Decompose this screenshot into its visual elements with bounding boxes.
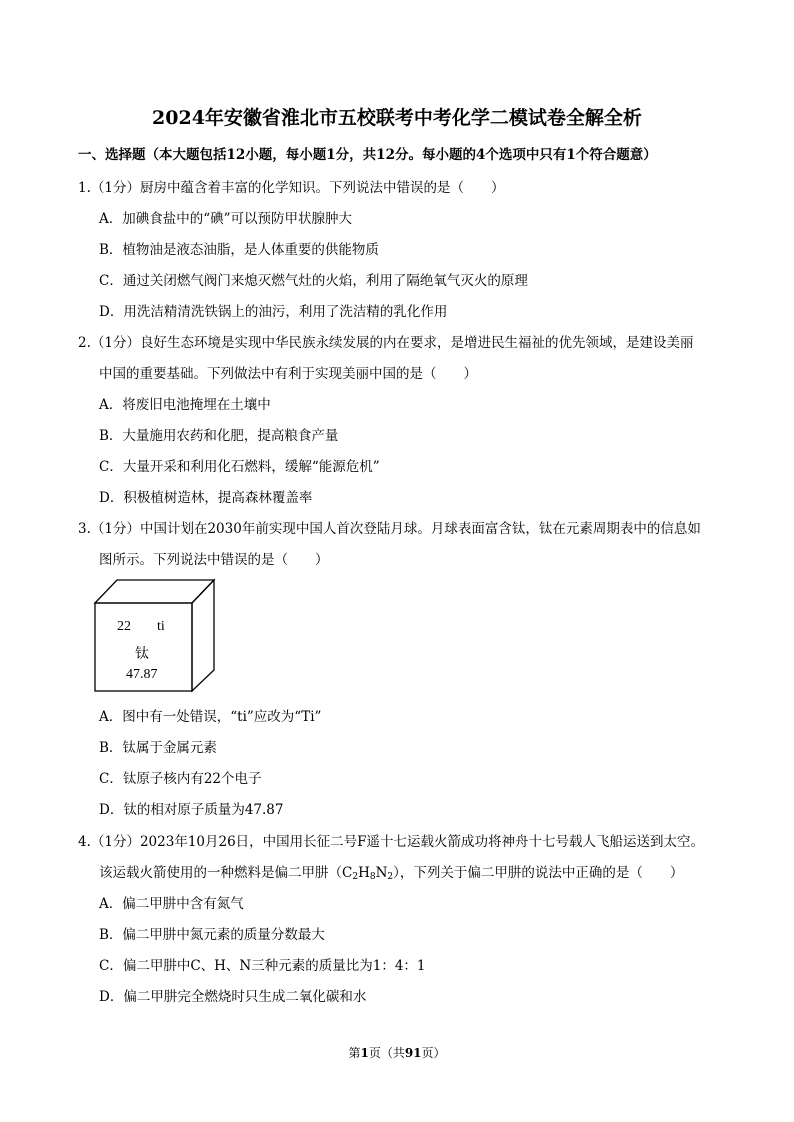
page-footer	[0, 1044, 794, 1061]
footer-total-pages: 91	[404, 1046, 422, 1060]
question-1-option-c: C．通过关闭燃气阀门来熄灭燃气灶的火焰，利用了隔绝氧气灭火的原理	[99, 273, 528, 289]
question-2-option-b: B．大量施用农药和化肥，提高粮食产量	[99, 428, 339, 444]
question-3-option-b: B．钛属于金属元素	[99, 740, 217, 756]
question-4-stem-continued	[99, 861, 683, 882]
page-title: 2024年安徽省淮北市五校联考中考化学二模试卷全解全析	[152, 107, 642, 129]
question-4-stem: 4.（1分）2023年10月26日，中国用长征二号F遥十七运载火箭成功将神舟十七号载人飞船运送到太空。	[78, 834, 705, 850]
formula-subscript-h: 8	[369, 872, 376, 882]
question-4-option-c: C．偏二甲肼中C、H、N三种元素的质量比为1：4：1	[99, 958, 426, 974]
question-2-stem-continued: 中国的重要基础。下列做法中有利于实现美丽中国的是（ ）	[99, 366, 477, 382]
question-4-option-a: A．偏二甲肼中含有氮气	[99, 896, 244, 912]
question-1-option-d: D．用洗洁精清洗铁锅上的油污，利用了洗洁精的乳化作用	[99, 304, 448, 320]
question-1-option-a: A．加碘食盐中的“碘”可以预防甲状腺肿大	[99, 211, 353, 227]
footer-prefix: 第	[348, 1046, 361, 1060]
question-1-option-b: B．植物油是液态油脂，是人体重要的供能物质	[99, 242, 379, 258]
question-4-option-d: D．偏二甲肼完全燃烧时只生成二氧化碳和水	[99, 989, 367, 1005]
question-2-option-c: C．大量开采和利用化石燃料，缓解“能源危机”	[99, 459, 380, 475]
question-4-option-b: B．偏二甲肼中氮元素的质量分数最大	[99, 927, 325, 943]
formula-subscript-n: 2	[387, 872, 394, 882]
question-2-option-d: D．积极植树造林，提高森林覆盖率	[99, 490, 313, 506]
section-heading: 一、选择题（本大题包括12小题，每小题1分，共12分。每小题的4个选项中只有1个符合题意）	[78, 147, 657, 163]
footer-suffix: 页）	[421, 1046, 446, 1060]
element-atomic-number: 22	[117, 619, 131, 634]
element-atomic-mass: 47.87	[126, 667, 158, 682]
question-4-text-a: 该运载火箭使用的一种燃料是偏二甲肼（C	[99, 865, 353, 881]
question-3-stem: 3.（1分）中国计划在2030年前实现中国人首次登陆月球。月球表面富含钛，钛在元素周期表中的信息如	[78, 521, 701, 537]
element-tile-figure	[90, 575, 220, 695]
question-3-option-d: D．钛的相对原子质量为47.87	[99, 802, 284, 818]
question-2-stem: 2.（1分）良好生态环境是实现中华民族永续发展的内在要求，是增进民生福祉的优先领域，是建设美丽	[78, 335, 694, 351]
question-4-text-b: ），下列关于偏二甲肼的说法中正确的是（ ）	[393, 865, 684, 881]
question-3-option-c: C．钛原子核内有22个电子	[99, 771, 262, 787]
formula-n: N	[375, 865, 388, 881]
formula-h: H	[358, 865, 370, 881]
element-name: 钛	[135, 647, 149, 662]
question-2-option-a: A．将废旧电池掩埋在土壤中	[99, 397, 271, 413]
formula-subscript-c: 2	[352, 872, 359, 882]
footer-middle: 页（共	[368, 1046, 405, 1060]
question-3-stem-continued: 图所示。下列说法中错误的是（ ）	[99, 552, 329, 568]
question-1-stem: 1.（1分）厨房中蕴含着丰富的化学知识。下列说法中错误的是（ ）	[78, 180, 505, 196]
question-3-option-a: A．图中有一处错误，“ti”应改为“Ti”	[99, 709, 322, 725]
element-symbol: ti	[157, 619, 165, 634]
footer-page-number: 1	[360, 1046, 369, 1060]
